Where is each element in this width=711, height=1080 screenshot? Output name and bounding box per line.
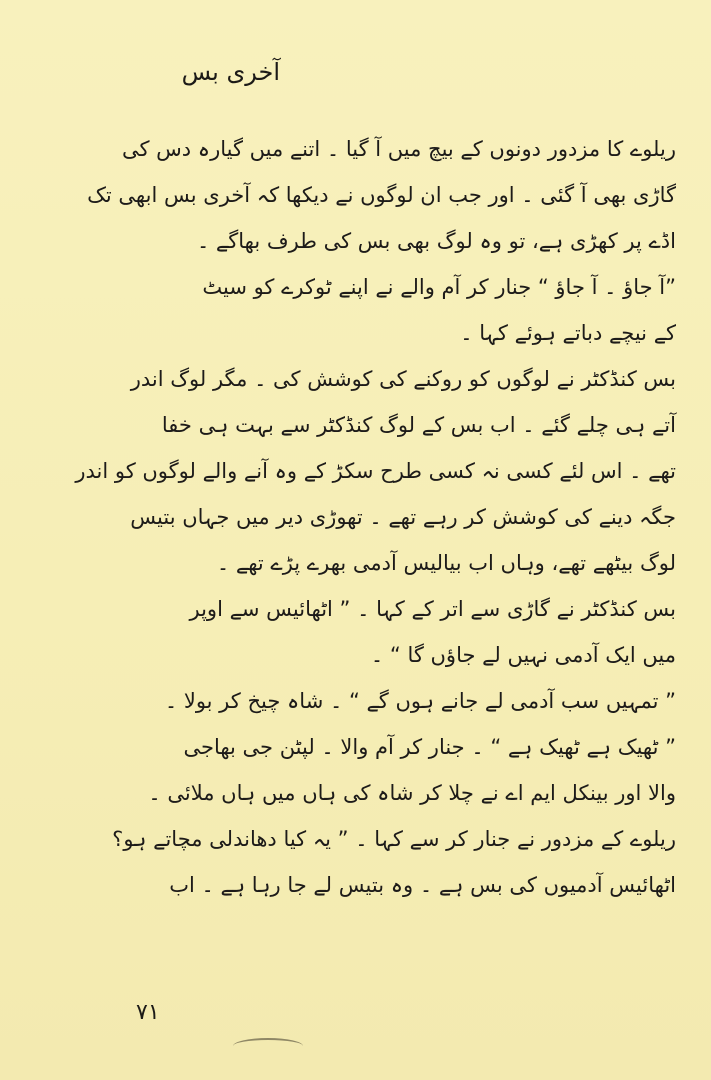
text-line: تھے ۔ اس لئے کسی نہ کسی طرح سکڑ کے وہ آنے والے لوگوں کو اندر xyxy=(75,459,676,483)
text-line: کے نیچے دباتے ہوئے کہا ۔ xyxy=(460,321,676,345)
text-line: ریلوے کے مزدور نے جنار کر سے کہا ۔ ” یہ کیا دھاندلی مچاتے ہو؟ xyxy=(112,827,676,851)
text-line: گاڑی بھی آ گئی ۔ اور جب ان لوگوں نے دیکھا کہ آخری بس ابھی تک xyxy=(87,183,676,207)
text-line: اٹھائیس آدمیوں کی بس ہے ۔ وہ بتیس لے جا رہا ہے ۔ اب xyxy=(169,873,676,897)
text-line: ”آ جاؤ ۔ آ جاؤ “ جنار کر آم والے نے اپنے ٹوکرے کو سیٹ xyxy=(202,275,676,299)
page-number: ۷۱ xyxy=(136,1000,160,1025)
text-line: ” تمہیں سب آدمی لے جانے ہوں گے “ ۔ شاہ چیخ کر بولا ۔ xyxy=(164,689,676,713)
text-line: میں ایک آدمی نہیں لے جاؤں گا “ ۔ xyxy=(370,643,676,667)
text-line: آتے ہی چلے گئے ۔ اب بس کے لوگ کنڈکٹر سے بہت ہی خفا xyxy=(161,413,676,437)
text-line: اڈے پر کھڑی ہے، تو وہ لوگ بھی بس کی طرف بھاگے ۔ xyxy=(196,229,676,253)
text-line: والا اور بینکل ایم اے نے چلا کر شاہ کی ہاں میں ہاں ملائی ۔ xyxy=(148,781,676,805)
text-line: ریلوے کا مزدور دونوں کے بیچ میں آ گیا ۔ اتنے میں گیارہ دس کی xyxy=(121,137,676,161)
text-line: بس کنڈکٹر نے گاڑی سے اتر کے کہا ۔ ” اٹھائیس سے اوپر xyxy=(189,597,676,621)
text-line: جگہ دینے کی کوشش کر رہے تھے ۔ تھوڑی دیر میں جہاں بتیس xyxy=(130,505,676,529)
text-line: بس کنڈکٹر نے لوگوں کو روکنے کی کوشش کی ۔ مگر لوگ اندر xyxy=(130,367,676,391)
page-body xyxy=(75,126,676,966)
scan-mark xyxy=(233,1038,303,1054)
running-title: آخری بس xyxy=(181,58,280,86)
text-line: ” ٹھیک ہے ٹھیک ہے “ ۔ جنار کر آم والا ۔ لپٹن جی بھاجی xyxy=(183,735,676,759)
text-line: لوگ بیٹھے تھے، وہاں اب بیالیس آدمی بھرے پڑے تھے ۔ xyxy=(216,551,676,575)
